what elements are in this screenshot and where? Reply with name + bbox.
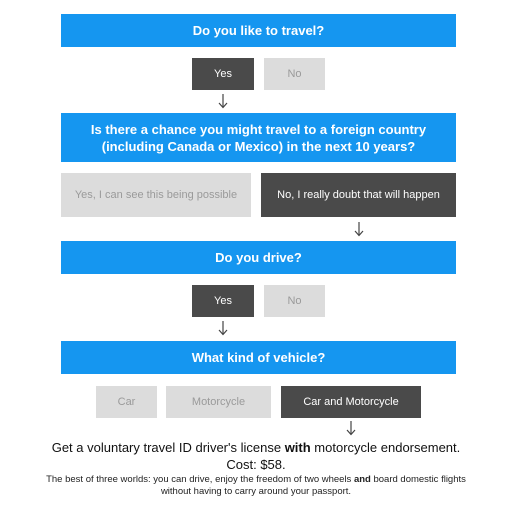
question-travel (61, 14, 456, 47)
question-drive (61, 241, 456, 274)
vehicle-both-label: Car and Motorcycle (303, 396, 399, 408)
question-vehicle-text: What kind of vehicle? (191, 350, 326, 365)
vehicle-car-label: Car (117, 396, 136, 408)
vehicle-car-button[interactable] (96, 386, 157, 418)
answer-yes-button[interactable] (192, 58, 254, 90)
result-desc-pre: The best of three worlds: you can drive, enjoy the freedom of two wheels (46, 474, 354, 485)
question-vehicle (61, 341, 456, 374)
question-travel-text: Do you like to travel? (192, 23, 325, 38)
vehicle-motorcycle-button[interactable] (166, 386, 271, 418)
answer-no-label: No (287, 68, 302, 80)
down-arrow-icon (344, 420, 358, 436)
result-title (40, 439, 472, 473)
question-drive-text: Do you drive? (215, 250, 302, 265)
vehicle-motorcycle-label: Motorcycle (191, 396, 246, 408)
result-title-pre: Get a voluntary travel ID driver's license (51, 440, 285, 455)
answer-yes-label: Yes (214, 68, 232, 80)
result-desc-emphasis: and (353, 474, 371, 485)
vehicle-both-button[interactable] (281, 386, 421, 418)
down-arrow-icon (216, 93, 230, 109)
answer-possible-label: Yes, I can see this being possible (74, 189, 238, 201)
result-description (30, 474, 482, 498)
question-foreign-travel-text: Is there a chance you might travel to a foreign country (including Canada or Mexico) in the next 10 years? (90, 121, 427, 154)
down-arrow-icon (352, 221, 366, 237)
drive-no-label: No (287, 295, 302, 307)
result-title-emphasis: with (284, 440, 311, 455)
drive-no-button[interactable] (264, 285, 325, 317)
drive-yes-button[interactable] (192, 285, 254, 317)
down-arrow-icon (216, 320, 230, 336)
answer-doubt-button[interactable] (261, 173, 456, 217)
drive-yes-label: Yes (214, 295, 232, 307)
result-title-post: motorcycle endorsement. Cost: $58. (226, 440, 461, 472)
answer-possible-button[interactable] (61, 173, 251, 217)
question-foreign-travel (61, 113, 456, 162)
answer-no-button[interactable] (264, 58, 325, 90)
result-desc-post: board domestic flights without having to carry around your passport. (160, 474, 466, 497)
answer-doubt-label: No, I really doubt that will happen (277, 189, 440, 201)
